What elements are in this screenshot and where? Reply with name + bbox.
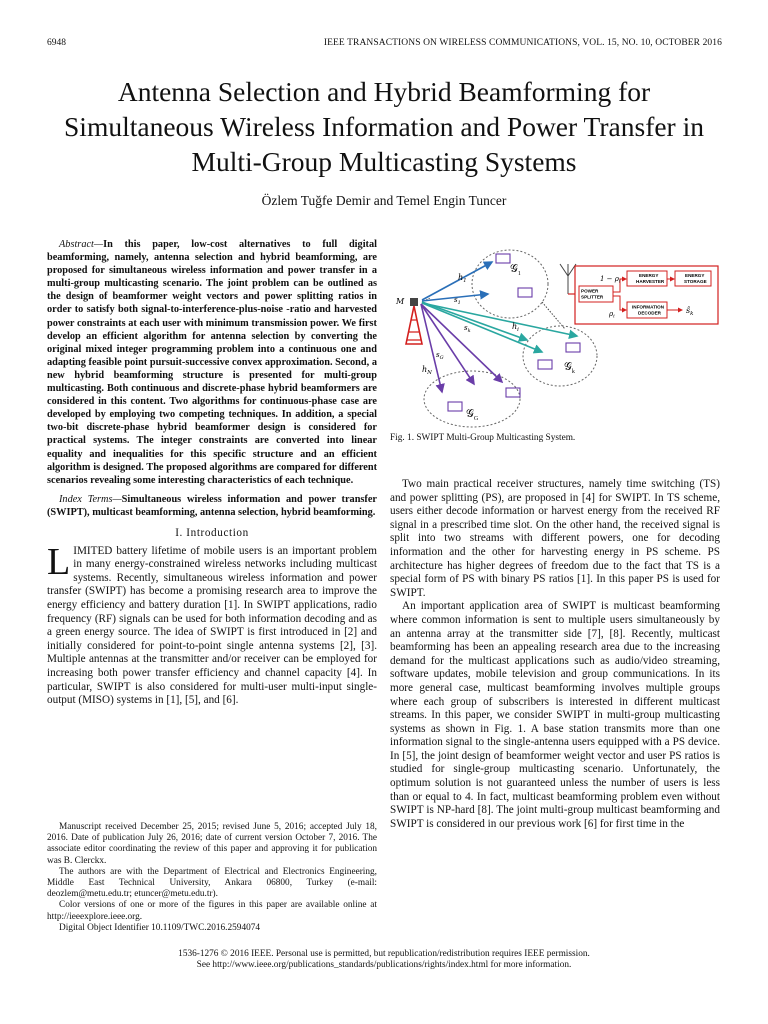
group-k-region	[523, 326, 597, 386]
section-heading-introduction: I. Introduction	[175, 526, 249, 539]
intro-paragraph	[47, 540, 377, 708]
copyright-line-2: See http://www.ieee.org/publications_standards/publications/rights/index.html for more information.	[196, 960, 572, 971]
label-GG: 𝒢$_G$	[466, 408, 479, 422]
svg-text:POWER: POWER	[581, 288, 599, 294]
label-one-minus-rho: $1 - \rho_i$	[600, 275, 621, 285]
right-column	[390, 478, 720, 831]
abstract-label: Abstract—	[59, 239, 104, 250]
label-rho: $\rho_i$	[609, 310, 615, 320]
label-sk: $s_k$	[464, 324, 471, 334]
label-s-hat: $ŝ_k$	[686, 306, 694, 317]
index-terms	[47, 493, 377, 519]
journal-header: IEEE TRANSACTIONS ON WIRELESS COMMUNICATIONS, VOL. 15, NO. 10, OCTOBER 2016	[323, 38, 722, 48]
label-Gk: 𝒢$_k$	[564, 361, 575, 375]
footnotes	[47, 822, 377, 934]
intro-text: IMITED battery lifetime of mobile users is an important problem in many energy-constrained wireless networks including multicast systems. Recently, simultaneous wireless information and power transfer (SWIPT) has become a promising research area to improve the energy efficiency and battery duration [1]. In SWIPT applications, radio frequency (RF) signals can be used for both information decoding and as a green energy source. The idea of SWIPT is first introduced in [2] and initially considered for point-to-point single antenna systems [2], [3]. Multiple antennas at the transmitter and/or receiver can be employed for increasing both power transfer efficiency and channel capacity [4]. In particular, SWIPT is also considered for multi-user multi-input single-output (MISO) systems in [1], [5], and [6].	[47, 544, 377, 707]
svg-text:DECODER: DECODER	[638, 310, 661, 316]
label-s1: $s_1$	[454, 296, 461, 306]
svg-text:STORAGE: STORAGE	[684, 279, 707, 284]
abstract	[47, 238, 377, 487]
svg-text:ENERGY: ENERGY	[639, 273, 659, 278]
label-G1: 𝒢$_1$	[510, 263, 521, 277]
label-hi: $h_i$	[512, 322, 519, 333]
label-h1: $h_1$	[458, 273, 467, 284]
figure-swipt-system	[392, 244, 720, 434]
footnote-doi: Digital Object Identifier 10.1109/TWC.2016.2594074	[59, 922, 261, 933]
right-paragraph-1: Two main practical receiver structures, namely time switching (TS) and power splitting (PS), are proposed in [4] for SWIPT. In TS scheme, users either decode information or harvest energy from the received RF signal in a prescribed time slot. On the other hand, the received signal is split into two streams with different powers, one for decoding information and the other for harvesting energy in PS scheme. PS architecture has higher degrees of freedom due to the fact that TS is a special form of PS with binary PS ratios [1]. In this paper PS is used for SWIPT.	[390, 478, 720, 599]
figure-caption: Fig. 1. SWIPT Multi-Group Multicasting System.	[390, 433, 576, 443]
index-terms-text: Simultaneous wireless information and power transfer (SWIPT), multicast beamforming, antenna selection, hybrid beamforming.	[47, 493, 377, 518]
copyright-notice	[40, 949, 728, 972]
footnote-manuscript: Manuscript received December 25, 2015; revised June 5, 2016; accepted July 18, 2016. Date of publication July 26, 2016; date of current version October 7, 2016. The associate editor coordinating the review of this paper and approving it for publication was B. Clerckx.	[47, 822, 377, 866]
label-hN: $h_N$	[422, 365, 432, 376]
abstract-text: In this paper, low-cost alternatives to full digital beamforming, namely, antenna selection and hybrid beamforming, are proposed for simultaneous wireless information and power transfer in a multi-group multicasting scenario. The joint problem can be outlined as the design of beamformer weight vectors and power splitting ratios in order to satisfy both signal-to-interference-plus-noise -ratio and harvested power constraints at each user with minimum transmission power. We first develop an efficient algorithm for antenna selection by converting the original mixed integer programming problem into a continuous one and adapting feasible point pursuit-successive convex approximation. Second, a new hybrid beamforming structure is presented for multi-group multicasting. Both continuous and discrete-phase hybrid beamformers are considered in this content. Two algorithms for continuous-phase case are developed by employing two competing techniques. In addition, a special two-bit discrete-phase hybrid beamformer design is considered for practical systems. The integer constraints are converted into linear equality and inequalities for this specific structure and an efficient algorithm is designed. The proposed algorithms are compared for different scenarios revealing some interesting characteristics of each technique.	[47, 239, 377, 486]
right-paragraph-2: An important application area of SWIPT is multicast beamforming where common information is sent to multiple users simultaneously by an antenna array at the transmitter side [7], [8]. Recently, multicast beamforming has been an appealing research area due to the increasing demand for the multicast applications such as audio/video streaming, software updates, mobile television and group communications. In its more general case, multicast beamforming involves multiple groups where each group of subscribers is interested in different multicast streams. In this paper, we consider SWIPT in multi-group multicasting systems as shown in Fig. 1. A base station transmits more than one information signal to the single-antenna users equipped with a PS device. In [5], the joint design of beamformer weight vector and user PS ratios is studied for single-group multicasting scenario. Unfortunately, the optimum solution is not guaranteed unless the number of users is less than or equal to 4. In fact, multicast beamforming problem even without SWIPT is NP-hard [8]. The joint multi-group multicast beamforming and SWIPT is considered in our previous work [6] for first time in the	[390, 600, 720, 830]
system-diagram	[392, 244, 720, 434]
label-sG: $s_G$	[436, 351, 444, 361]
index-terms-label: Index Terms—	[59, 493, 122, 505]
copyright-line-1: 1536-1276 © 2016 IEEE. Personal use is permitted, but republication/redistribution requires IEEE permission.	[178, 949, 590, 959]
paper-title: Antenna Selection and Hybrid Beamforming for Simultaneous Wireless Information and Power Transfer in Multi-Group Multicasting Systems	[64, 76, 704, 177]
footnote-color: Color versions of one or more of the figures in this paper are available online at http://ieeexplore.ieee.org.	[47, 900, 377, 922]
svg-text:HARVESTER: HARVESTER	[636, 279, 665, 284]
svg-text:ENERGY: ENERGY	[685, 273, 705, 278]
beam-hN	[421, 304, 442, 392]
receiver-antenna-icon	[542, 264, 576, 329]
page-number: 6948	[47, 38, 66, 48]
label-M: M	[396, 297, 405, 306]
drop-cap: L	[47, 540, 71, 583]
footnote-affiliation: The authors are with the Department of Electrical and Electronics Engineering, Middle East Technical University, Ankara 06800, Turkey (e-mail: deozlem@metu.edu.tr; etuncer@metu.edu.tr).	[47, 866, 377, 900]
svg-text:INFORMATION: INFORMATION	[632, 304, 665, 310]
author-list: Özlem Tuğfe Demir and Temel Engin Tuncer	[261, 193, 507, 208]
svg-text:SPLITTER: SPLITTER	[581, 294, 604, 300]
left-column	[47, 238, 377, 708]
